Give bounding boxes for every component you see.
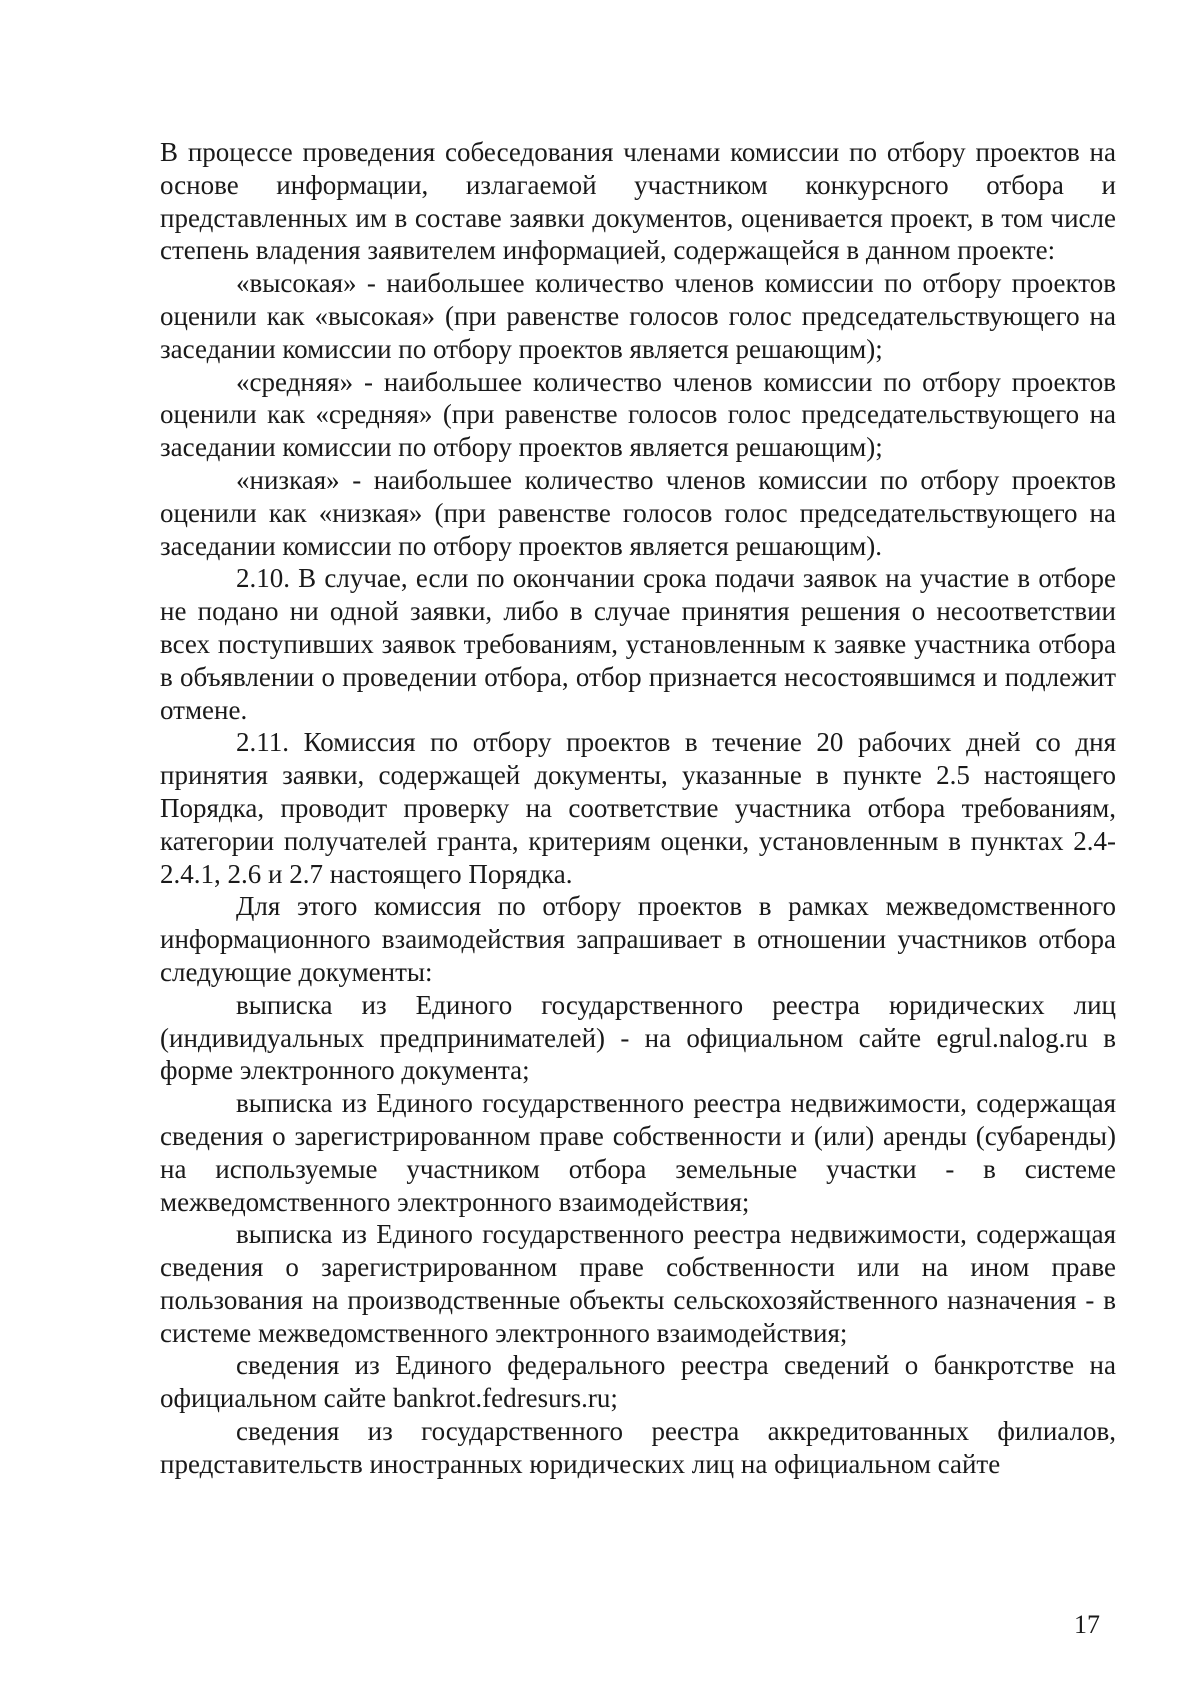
paragraph-clause-2-10: 2.10. В случае, если по окончании срока подачи заявок на участие в отборе не подано ни одной заявки, либо в случае принятия решения о несоответствии всех поступивших заявок требованиям, установленным к заявке участника отбора в объявлении о проведении отбора, отбор признается несостоявшимся и подлежит отмене. bbox=[160, 563, 1116, 725]
paragraph-interagency-request: Для этого комиссия по отбору проектов в рамках межведомственного информационного взаимодействия запрашивает в отношении участников отбора следующие документы: bbox=[160, 891, 1116, 987]
paragraph-bankruptcy-registry: сведения из Единого федерального реестра сведений о банкротстве на официальном сайте bankrot.fedresurs.ru; bbox=[160, 1350, 1116, 1414]
paragraph-property-registry-extract: выписка из Единого государственного реестра недвижимости, содержащая сведения о зарегистрированном праве собственности или на ином праве пользования на производственные объекты сельскохозяйственного назначения - в системе межведомственного электронного взаимодействия; bbox=[160, 1219, 1116, 1348]
document-body bbox=[160, 136, 1116, 1481]
paragraph-interview-intro: В процессе проведения собеседования членами комиссии по отбору проектов на основе информации, излагаемой участником конкурсного отбора и представленных им в составе заявки документов, оценивается проект, в том числе степень владения заявителем информацией, содержащейся в данном проекте: bbox=[160, 137, 1116, 266]
paragraph-clause-2-11: 2.11. Комиссия по отбору проектов в течение 20 рабочих дней со дня принятия заявки, содержащей документы, указанные в пункте 2.5 настоящего Порядка, проводит проверку на соответствие участника отбора требованиям, категории получателей гранта, критериям оценки, установленным в пунктах 2.4-2.4.1, 2.6 и 2.7 настоящего Порядка. bbox=[160, 727, 1116, 889]
paragraph-rating-high: «высокая» - наибольшее количество членов комиссии по отбору проектов оценили как «высокая» (при равенстве голосов голос председательствующего на заседании комиссии по отбору проектов является решающим); bbox=[160, 268, 1116, 364]
paragraph-accredited-branches-registry: сведения из государственного реестра аккредитованных филиалов, представительств иностранных юридических лиц на официальном сайте bbox=[160, 1416, 1116, 1479]
page-number: 17 bbox=[1074, 1610, 1100, 1639]
paragraph-rating-medium: «средняя» - наибольшее количество членов комиссии по отбору проектов оценили как «средняя» (при равенстве голосов голос председательствующего на заседании комиссии по отбору проектов является решающим); bbox=[160, 366, 1116, 463]
paragraph-egrul-extract: выписка из Единого государственного реестра юридических лиц (индивидуальных предпринимателей) - на официальном сайте egrul.nalog.ru в форме электронного документа; bbox=[160, 989, 1116, 1086]
paragraph-rating-low: «низкая» - наибольшее количество членов комиссии по отбору проектов оценили как «низкая» (при равенстве голосов голос председательствующего на заседании комиссии по отбору проектов является решающим). bbox=[160, 464, 1116, 561]
paragraph-land-registry-extract: выписка из Единого государственного реестра недвижимости, содержащая сведения о зарегистрированном праве собственности и (или) аренды (субаренды) на используемые участником отбора земельные участки - в системе межведомственного электронного взаимодействия; bbox=[160, 1088, 1116, 1217]
